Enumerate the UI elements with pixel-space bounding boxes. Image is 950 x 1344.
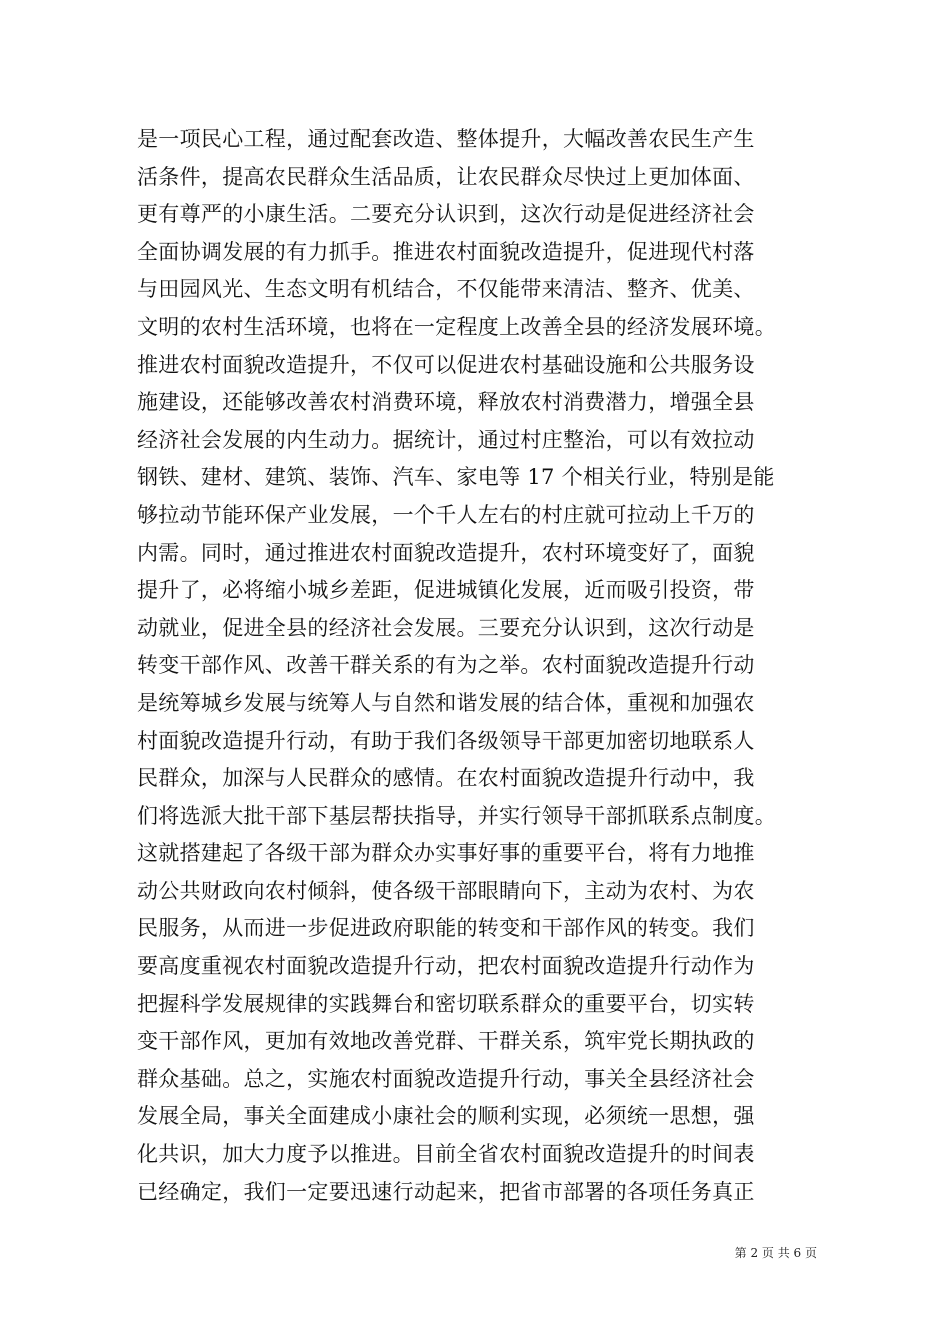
text-line: 转变干部作风、改善干群关系的有为之举。农村面貌改造提升行动 [137,653,755,678]
text-line: 民群众，加深与人民群众的感情。在农村面貌改造提升行动中，我 [137,766,755,791]
text-line: 全面协调发展的有力抓手。推进农村面貌改造提升，促进现代村落 [137,239,755,264]
text-line: 要高度重视农村面貌改造提升行动，把农村面貌改造提升行动作为 [137,954,755,979]
text-line: 群众基础。总之，实施农村面貌改造提升行动，事关全县经济社会 [137,1066,755,1091]
page-number: 第 2 页 共 6 页 [734,1246,817,1260]
text-line: 化共识，加大力度予以推进。目前全省农村面貌改造提升的时间表 [137,1142,755,1167]
text-line: 是一项民心工程，通过配套改造、整体提升，大幅改善农民生产生 [137,127,755,151]
text-line: 够拉动节能环保产业发展，一个千人左右的村庄就可拉动上千万的 [137,502,755,527]
text-line: 变干部作风，更加有效地改善党群、干群关系，筑牢党长期执政的 [137,1029,755,1054]
text-line: 与田园风光、生态文明有机结合，不仅能带来清洁、整齐、优美、 [137,277,755,302]
text-line: 把握科学发展规律的实践舞台和密切联系群众的重要平台，切实转 [137,991,755,1016]
text-line: 这就搭建起了各级干部为群众办实事好事的重要平台，将有力地推 [137,841,755,866]
document-body [137,121,817,1211]
text-line: 已经确定，我们一定要迅速行动起来，把省市部署的各项任务真正 [137,1179,755,1204]
text-line: 钢铁、建材、建筑、装饰、汽车、家电等 17 个相关行业，特别是能 [137,465,775,490]
text-line: 动公共财政向农村倾斜，使各级干部眼睛向下，主动为农村、为农 [137,878,755,903]
text-line: 施建设，还能够改善农村消费环境，释放农村消费潜力，增强全县 [137,390,755,415]
text-line: 民服务，从而进一步促进政府职能的转变和干部作风的转变。我们 [137,916,755,941]
text-line: 内需。同时，通过推进农村面貌改造提升，农村环境变好了，面貌 [137,540,755,565]
text-line: 们将选派大批干部下基层帮扶指导，并实行领导干部抓联系点制度。 [137,803,776,828]
text-line: 是统筹城乡发展与统筹人与自然和谐发展的结合体，重视和加强农 [137,690,755,715]
text-line: 更有尊严的小康生活。二要充分认识到，这次行动是促进经济社会 [137,202,755,227]
text-line: 动就业，促进全县的经济社会发展。三要充分认识到，这次行动是 [137,615,755,640]
text-line: 推进农村面貌改造提升，不仅可以促进农村基础设施和公共服务设 [137,352,755,377]
text-line: 发展全局，事关全面建成小康社会的顺利实现，必须统一思想，强 [137,1104,755,1129]
text-line: 提升了，必将缩小城乡差距，促进城镇化发展，近而吸引投资，带 [137,578,755,603]
text-line: 村面貌改造提升行动，有助于我们各级领导干部更加密切地联系人 [137,728,755,753]
text-line: 文明的农村生活环境，也将在一定程度上改善全县的经济发展环境。 [137,314,776,339]
text-line: 经济社会发展的内生动力。据统计，通过村庄整治，可以有效拉动 [137,427,755,452]
text-line: 活条件，提高农民群众生活品质，让农民群众尽快过上更加体面、 [137,164,755,189]
